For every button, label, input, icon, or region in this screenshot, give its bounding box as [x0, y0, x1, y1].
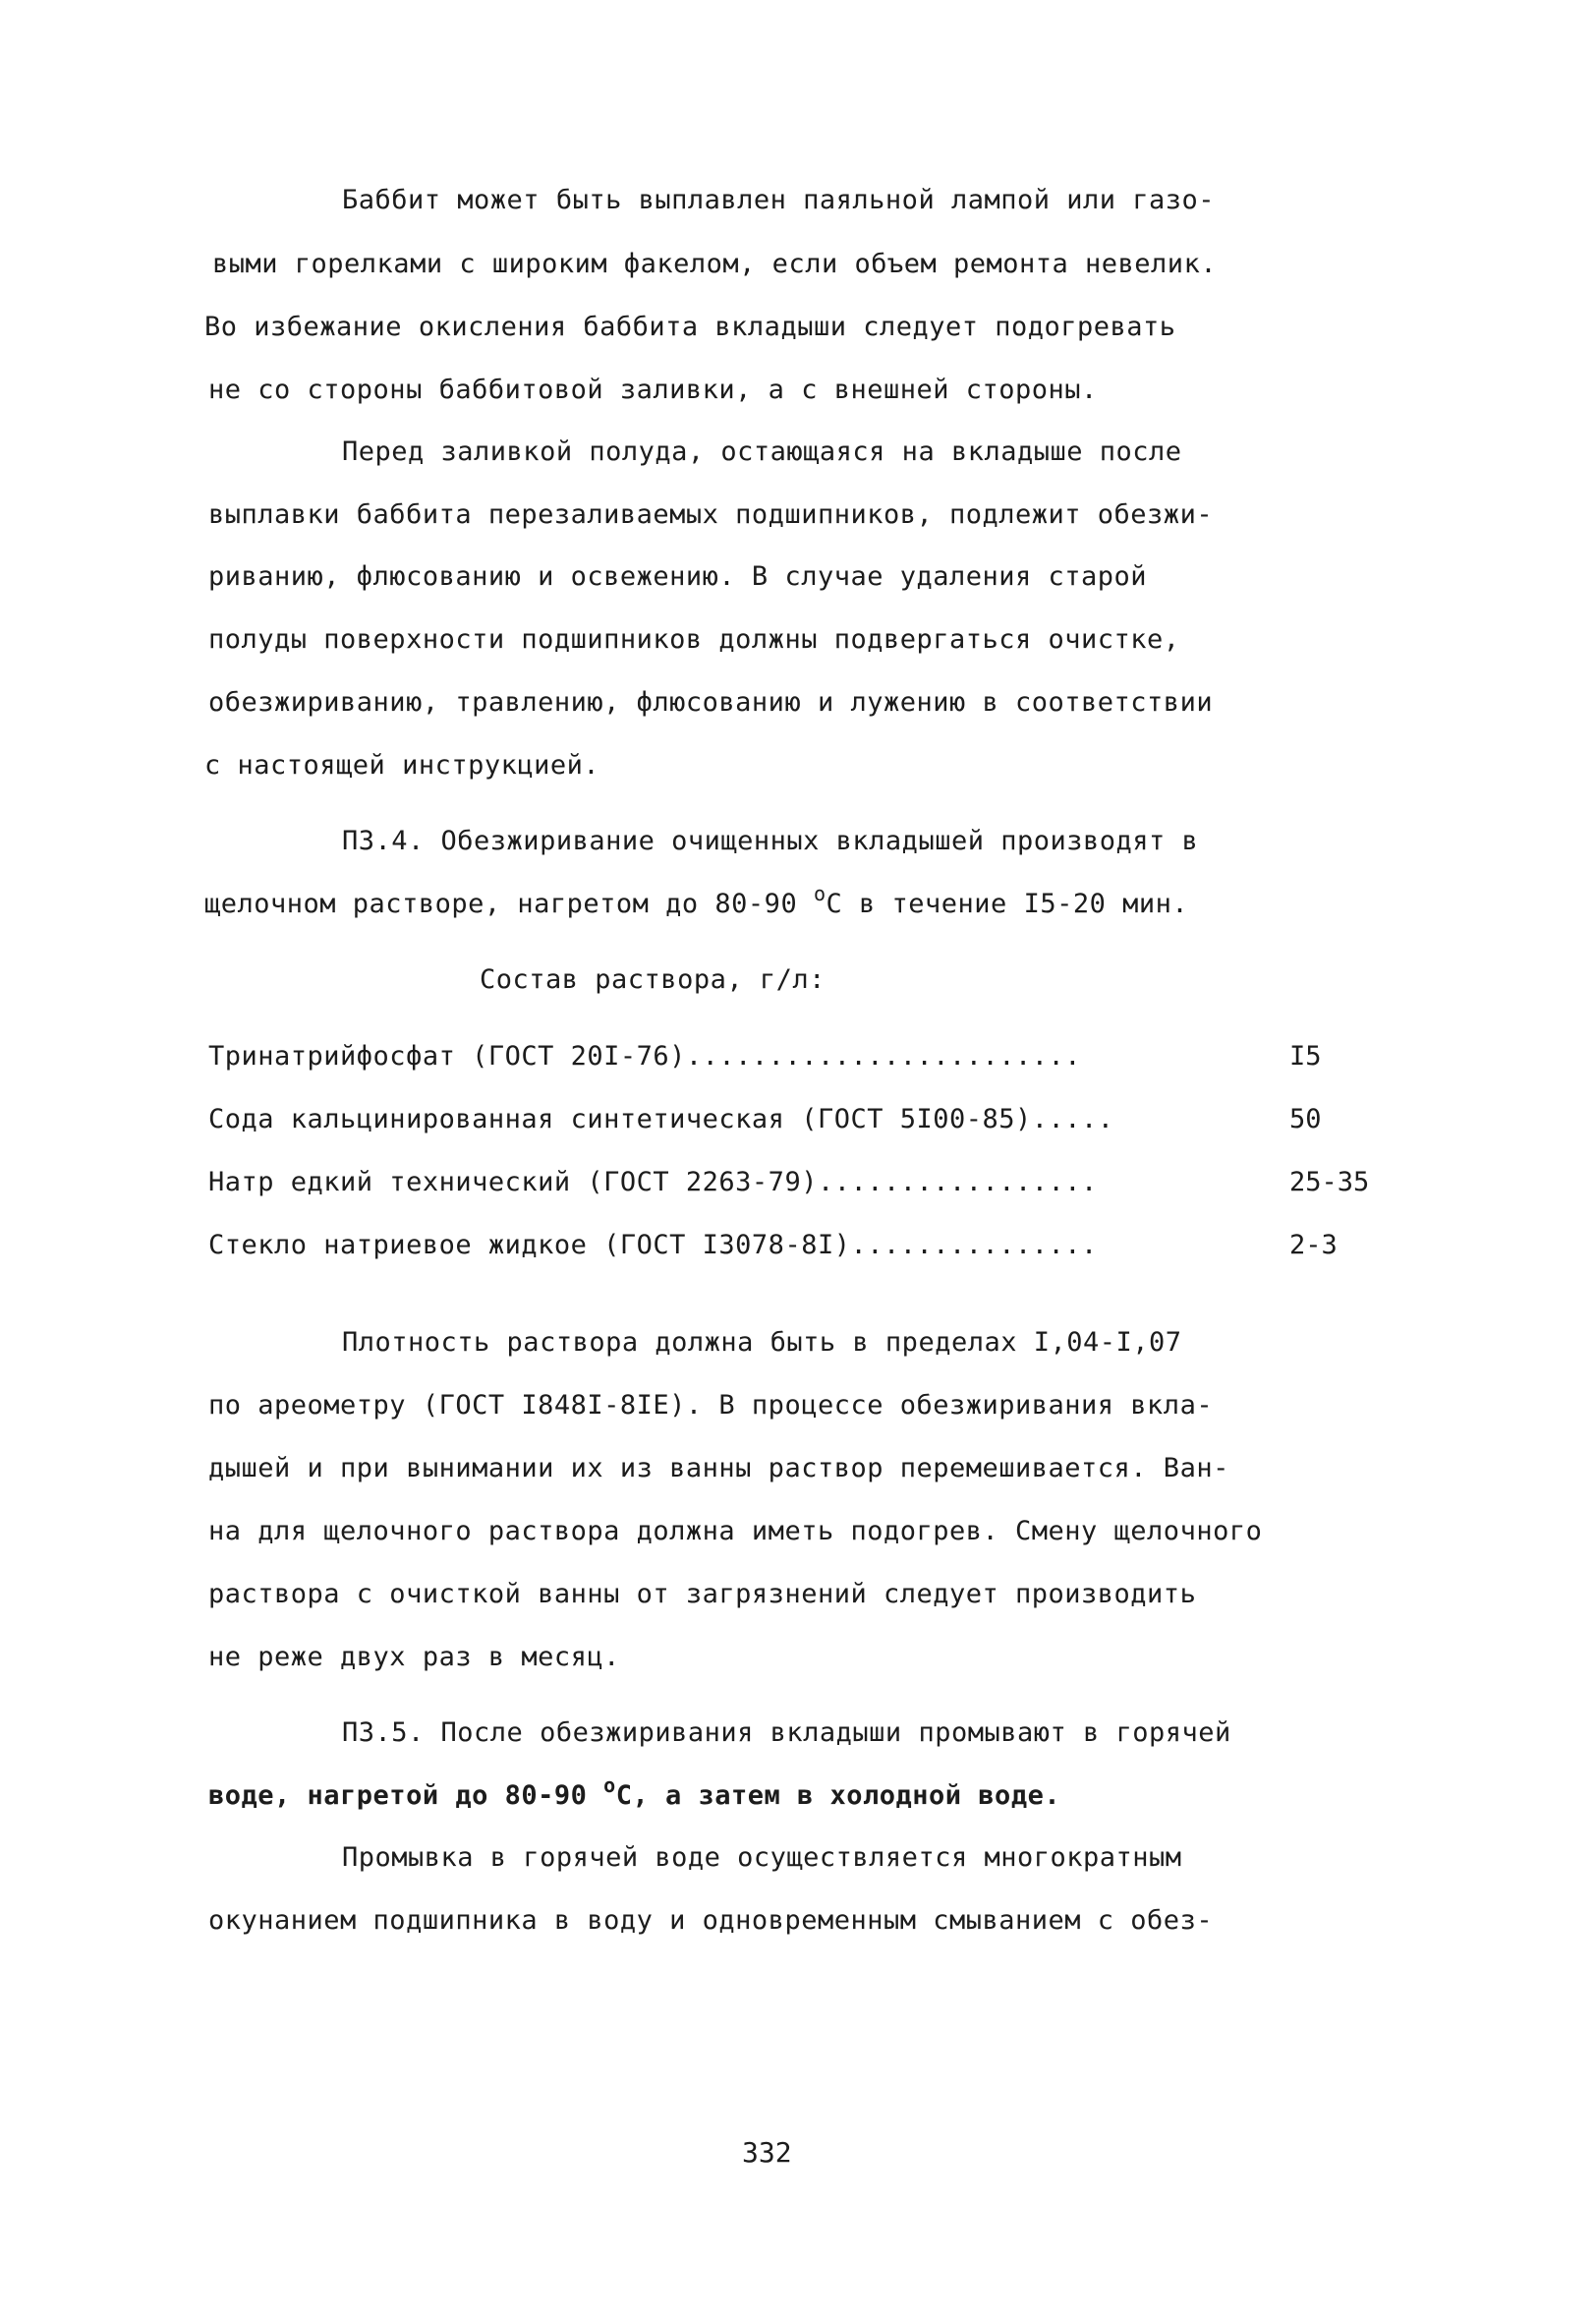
section-heading-p3-4: П3.4. Обезжиривание очищенных вкладышей производят в — [342, 826, 1199, 856]
text-line: не реже двух раз в месяц. — [208, 1642, 620, 1672]
text-line: выплавки баббита перезаливаемых подшипников, подлежит обезжи- — [208, 499, 1214, 530]
text-line — [208, 1773, 1061, 1811]
text-line: Баббит может быть выплавлен паяльной лампой или газо- — [342, 185, 1216, 215]
text-fragment: воде, нагретой до 80-90 — [208, 1780, 604, 1811]
section-heading-p3-5: П3.5. После обезжиривания вкладыши промывают в горячей — [342, 1717, 1231, 1748]
text-line: Перед заливкой полуда, остающаяся на вкладыше после — [342, 436, 1182, 467]
text-line: обезжириванию, травлению, флюсованию и лужению в соответствии — [208, 687, 1214, 718]
degree-sign: о — [603, 1773, 616, 1797]
text-line — [204, 882, 1189, 919]
text-line: дышей и при вынимании их из ванны раствор перемешивается. Ван- — [208, 1453, 1229, 1483]
composition-row-value: 25-35 — [1289, 1167, 1370, 1197]
text-fragment: С, а затем в холодной воде. — [615, 1780, 1061, 1811]
degree-sign: о — [813, 882, 826, 905]
text-line: Промывка в горячей воде осуществляется многократным — [342, 1842, 1182, 1873]
composition-row-value: 50 — [1289, 1104, 1322, 1134]
text-line: полуды поверхности подшипников должны подвергаться очистке, — [208, 624, 1180, 655]
composition-row-label: Сода кальцинированная синтетическая (ГОСТ 5I00-85)..... — [208, 1104, 1114, 1134]
text-line: риванию, флюсованию и освежению. В случае удаления старой — [208, 561, 1148, 592]
page-number: 332 — [742, 2136, 792, 2169]
text-line: с настоящей инструкцией. — [204, 750, 600, 781]
composition-row-value: 2-3 — [1289, 1230, 1338, 1260]
composition-heading: Состав раствора, г/л: — [480, 964, 826, 995]
text-line: Плотность раствора должна быть в пределах I,04-I,07 — [342, 1327, 1182, 1358]
text-line: Во избежание окисления баббита вкладыши следует подогревать — [204, 312, 1176, 342]
text-line: по ареометру (ГОСТ I848I-8IЕ). В процессе обезжиривания вкла- — [208, 1390, 1214, 1421]
text-fragment: щелочном растворе, нагретом до 80-90 — [204, 889, 814, 919]
text-fragment: С в течение I5-20 мин. — [826, 889, 1189, 919]
composition-row-value: I5 — [1289, 1041, 1322, 1072]
text-line: окунанием подшипника в воду и одновременным смыванием с обез- — [208, 1905, 1214, 1936]
text-line: раствора с очисткой ванны от загрязнений следует производить — [208, 1579, 1197, 1609]
composition-row-label: Натр едкий технический (ГОСТ 2263-79)................. — [208, 1167, 1098, 1197]
text-line: не со стороны баббитовой заливки, а с внешней стороны. — [208, 375, 1098, 405]
text-line: выми горелками с широким факелом, если объем ремонта невелик. — [212, 249, 1218, 279]
text-line: на для щелочного раствора должна иметь подогрев. Смену щелочного — [208, 1516, 1263, 1546]
composition-row-label: Стекло натриевое жидкое (ГОСТ I3078-8I)............... — [208, 1230, 1098, 1260]
composition-row-label: Тринатрийфосфат (ГОСТ 20I-76)........................ — [208, 1041, 1082, 1072]
